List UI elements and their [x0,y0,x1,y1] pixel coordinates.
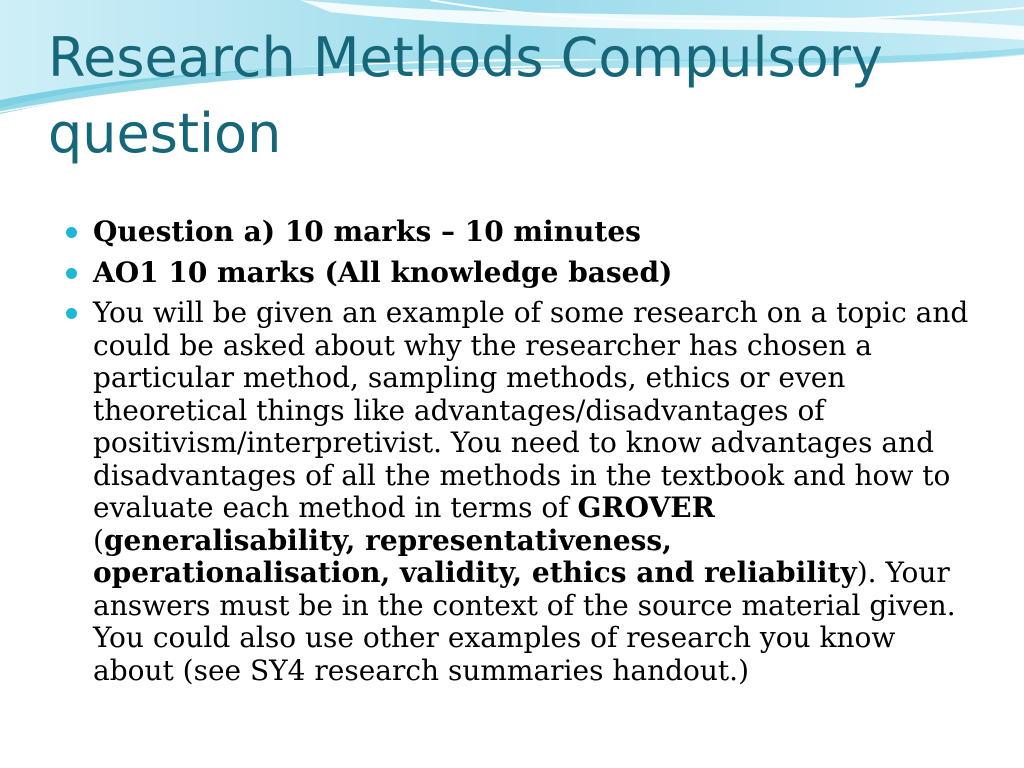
bullet-text-part: You will be given an example of some research on a topic and could be asked about why the researcher has chosen a particular method, sampling methods, ethics or even theoretical things like advantages/disadvantages of positivism/interpretivist. You need to know advantages and disadvantages of all the methods in the textbook and how to evaluate each method in terms of [93,296,969,524]
bullet-item [66,216,971,249]
bullet-text-part: ( [93,523,104,557]
slide-title: Research Methods Compulsory question [48,26,883,165]
bullet-dot-icon [66,227,77,238]
bullet-item [66,257,971,290]
bullet-text: AO1 10 marks (All knowledge based) [93,255,673,289]
bullet-text-part: ). Your answers must be in the context of the source material given. You could also use other examples of research you know about (see SY4 research summaries handout.) [93,556,956,687]
bullet-text: Question a) 10 marks – 10 minutes [93,215,641,248]
grover-acronym: GROVER [577,491,715,524]
bullet-item [66,297,971,687]
bullet-dot-icon [66,268,77,279]
bullet-list [66,216,971,695]
bullet-dot-icon [66,308,77,319]
grover-expansion: generalisability, representativeness, operationalisation, validity, ethics and reliability [93,523,857,589]
